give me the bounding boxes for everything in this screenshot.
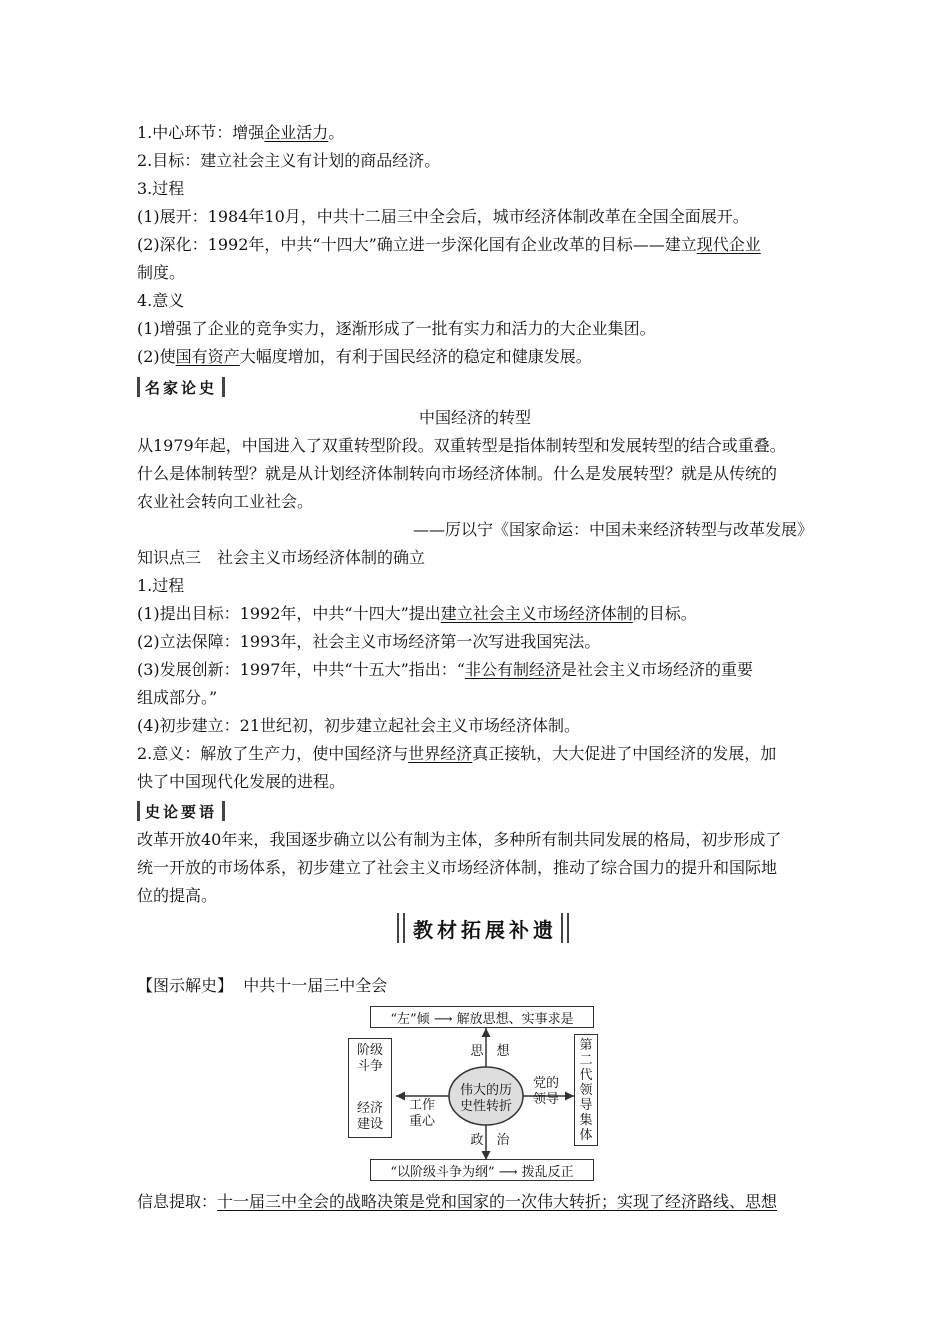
info-extraction: 信息提取：十一届三中全会的战略决策是党和国家的一次伟大转折；实现了经济路线、思想 (137, 1192, 778, 1211)
center-text: 伟大的历 史性转折 (459, 1083, 512, 1114)
section-tag (137, 800, 230, 822)
text-line: 农业社会转向工业社会。 (137, 492, 314, 511)
tag-bar-right (222, 377, 225, 397)
label-party-leadership: 党的 领导 (532, 1076, 559, 1107)
knowledge-heading: 知识点三 社会主义市场经济体制的确立 (137, 548, 426, 567)
text-line: 快了中国现代化发展的进程。 (137, 772, 346, 791)
label-politics: 政 治 (470, 1133, 510, 1148)
underlined-term: 现代企业 (696, 235, 761, 254)
banner-title: 教材拓展补遗 (413, 917, 557, 942)
left-box-top: 阶级斗争 (356, 1043, 383, 1074)
text-line: (4)初步建立：21世纪初，初步建立起社会主义市场经济体制。 (137, 716, 581, 735)
bottom-box: “以阶级斗争为纲” ⟶ 拨乱反正 (370, 1159, 594, 1181)
banner-bar (403, 913, 405, 943)
underlined-term: 世界经济 (408, 744, 473, 763)
underlined-term: 十一届三中全会的战略决策是党和国家的一次伟大转折；实现了经济路线、思想 (217, 1192, 778, 1211)
text-line: (2)立法保障：1993年，社会主义市场经济第一次写进我国宪法。 (137, 632, 601, 651)
text-line: 2.目标：建立社会主义有计划的商品经济。 (137, 151, 441, 170)
left-box (348, 1038, 392, 1138)
right-box (574, 1034, 598, 1146)
text-line: 什么是体制转型？就是从计划经济体制转向市场经济体制。什么是发展转型？就是从传统的 (137, 464, 778, 483)
text-line: 1.中心环节：增强企业活力。 (137, 123, 345, 142)
section-tag (137, 376, 230, 398)
left-box-bottom: 经济建设 (356, 1101, 383, 1132)
text-line: 组成部分。” (137, 688, 218, 707)
top-box: “左”倾 ⟶ 解放思想、实事求是 (370, 1006, 594, 1028)
text-line: 从1979年起，中国进入了双重转型阶段。双重转型是指体制转型和发展转型的结合或重叠。 (137, 436, 786, 455)
diagram (348, 1004, 602, 1182)
label-thought: 思 想 (470, 1044, 510, 1059)
text-line: (2)深化：1992年，中共“十四大”确立进一步深化国有企业改革的目标——建立现代企业 (137, 235, 761, 254)
section-tag-label: 史论要语 (145, 802, 218, 821)
text-line: 2.意义：解放了生产力，使中国经济与世界经济真正接轨，大大促进了中国经济的发展，加 (137, 744, 777, 763)
section-tag-label: 名家论史 (145, 378, 218, 397)
tag-bar-left (137, 377, 140, 397)
tag-bar-right (222, 801, 225, 821)
text-line: 改革开放40年来，我国逐步确立以公有制为主体，多种所有制共同发展的格局，初步形成了 (137, 830, 782, 849)
diagram-caption: 【图示解史】 中共十一届三中全会 (137, 976, 388, 995)
section-banner (395, 911, 571, 945)
text-line: 制度。 (137, 263, 186, 282)
quote-title: 中国经济的转型 (418, 408, 531, 427)
text-line: (1)增强了企业的竞争实力，逐渐形成了一批有实力和活力的大企业集团。 (137, 319, 656, 338)
underlined-term: 企业活力 (264, 123, 329, 142)
banner-bar (567, 913, 569, 943)
right-box-text: 第二代领导集体 (579, 1037, 593, 1143)
text-line: 1.过程 (137, 576, 185, 595)
label-work-focus: 工作 重心 (408, 1098, 435, 1129)
quote-source: ——厉以宁《国家命运：中国未来经济转型与改革发展》 (412, 520, 813, 539)
text-line: 位的提高。 (137, 886, 218, 905)
text-line: (1)展开：1984年10月，中共十二届三中全会后，城市经济体制改革在全国全面展开。 (137, 207, 749, 226)
underlined-term: 建立社会主义市场经济体制 (440, 604, 633, 623)
banner-bar (397, 913, 399, 943)
tag-bar-left (137, 801, 140, 821)
underlined-term: 国有资产 (175, 347, 240, 366)
banner-bar (561, 913, 563, 943)
text-line: 3.过程 (137, 179, 185, 198)
text-line: 4.意义 (137, 291, 185, 310)
underlined-term: 非公有制经济 (464, 660, 561, 679)
text-line: (2)使国有资产大幅度增加，有利于国民经济的稳定和健康发展。 (137, 347, 592, 366)
text-line: (1)提出目标：1992年，中共“十四大”提出建立社会主义市场经济体制的目标。 (137, 604, 697, 623)
text-line: (3)发展创新：1997年，中共“十五大”指出：“非公有制经济是社会主义市场经济的重要 (137, 660, 753, 679)
text-line: 统一开放的市场体系，初步建立了社会主义市场经济体制，推动了综合国力的提升和国际地 (137, 858, 778, 877)
